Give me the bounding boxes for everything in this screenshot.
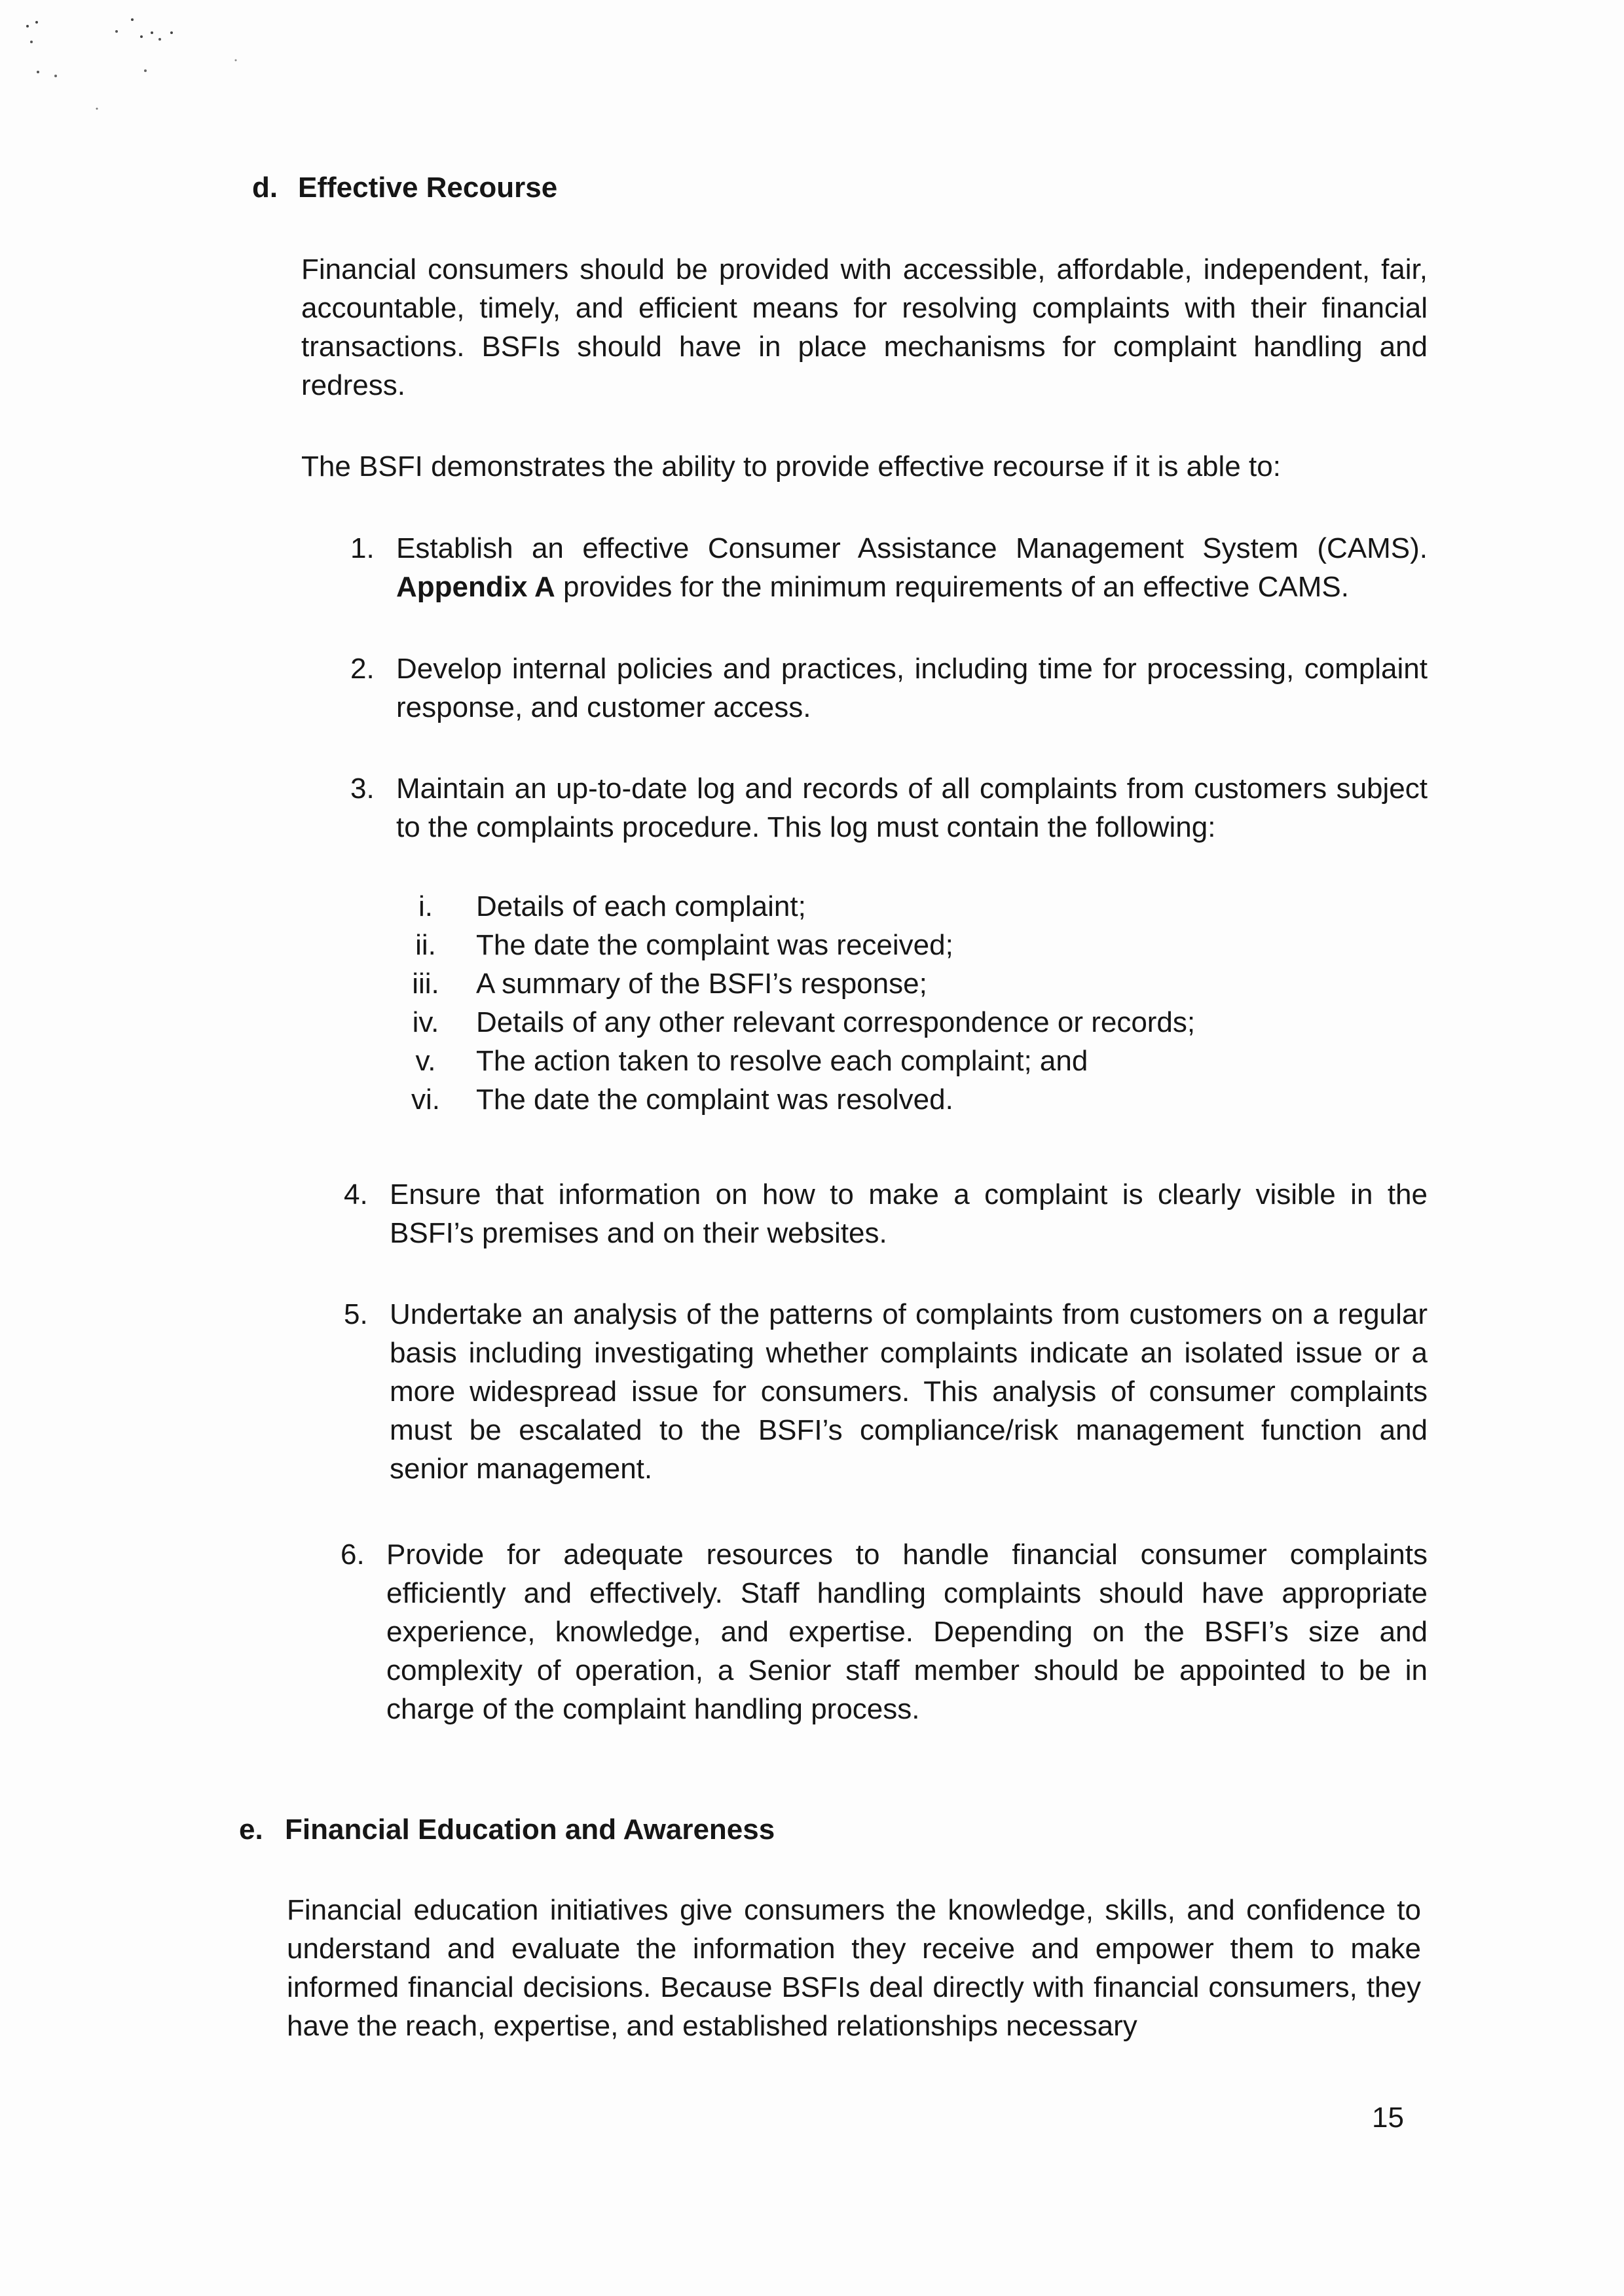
section-e-intro: Financial education initiatives give consumers the knowledge, skills, and confidence to understand and evaluate the information they receive and empower them to make informed financial decisions. Because BSFIs deal directly with financial consumers, they have the reach, expertise, and established relationships necessary <box>287 1894 1421 2042</box>
item-text: Maintain an up-to-date log and records of all complaints from customers subject to the complaints procedure. This log must contain the following: <box>396 773 1428 843</box>
list-item-5 <box>344 1295 1428 1488</box>
sub-item-text: The action taken to resolve each complaint; and <box>476 1045 1088 1077</box>
list-item-6 <box>341 1535 1428 1728</box>
item-text: Provide for adequate resources to handle financial consumer complaints efficiently and effectively. Staff handling complaints should have appropriate experience, knowledge, and expertise. Depending on the BSFI’s size and complexity of operation, a Senior staff member should be appointed to be in charge of the complaint handling process. <box>386 1539 1428 1725</box>
section-d-letter: d. <box>252 172 278 204</box>
sub-item-numeral: v. <box>415 1045 436 1077</box>
item-text-after: provides for the minimum requirements of an effective CAMS. <box>555 571 1349 603</box>
section-e-heading <box>239 1813 775 1846</box>
list-number: 5. <box>344 1298 368 1330</box>
sub-item-text: Details of each complaint; <box>476 890 806 922</box>
section-d-intro: Financial consumers should be provided with accessible, affordable, independent, fair, accountable, timely, and efficient means for resolving complaints with their financial transactions. BSFIs should have in place mechanisms for complaint handling and redress. <box>301 253 1428 401</box>
sub-item-text: Details of any other relevant correspondence or records; <box>476 1006 1196 1038</box>
section-d-heading <box>252 172 557 204</box>
list-item-4 <box>344 1175 1428 1252</box>
item-text: Undertake an analysis of the patterns of complaints from customers on a regular basis including investigating whether complaints indicate an isolated issue or a more widespread issue for consumers. This analysis of consumer complaints must be escalated to the BSFI’s compliance/risk management function and senior management. <box>390 1298 1428 1485</box>
sub-item-numeral: ii. <box>415 929 436 961</box>
sub-item-numeral: iv. <box>412 1006 439 1038</box>
list-item-3 <box>350 769 1428 847</box>
sub-item-text: The date the complaint was resolved. <box>476 1084 953 1116</box>
section-d-lead-in: The BSFI demonstrates the ability to provide effective recourse if it is able to: <box>301 450 1281 483</box>
item-text: Develop internal policies and practices, including time for processing, complaint response, and customer access. <box>396 653 1428 723</box>
sub-item-text: The date the complaint was received; <box>476 929 953 961</box>
list-number: 6. <box>341 1539 365 1571</box>
section-d-title: Effective Recourse <box>298 172 558 204</box>
section-e-title: Financial Education and Awareness <box>285 1813 775 1846</box>
list-number: 4. <box>344 1178 368 1211</box>
sub-item-text: A summary of the BSFI’s response; <box>476 968 927 1000</box>
list-number: 1. <box>350 532 375 564</box>
item-text: Establish an effective Consumer Assistance Management System (CAMS). <box>396 532 1428 564</box>
appendix-reference: Appendix A <box>396 571 555 603</box>
list-number: 3. <box>350 773 375 805</box>
scan-specks <box>20 13 242 118</box>
sub-item-numeral: iii. <box>412 968 439 1000</box>
item-text: Ensure that information on how to make a complaint is clearly visible in the BSFI’s premises and on their websites. <box>390 1178 1428 1249</box>
list-item-1 <box>350 529 1428 606</box>
sub-item-numeral: vi. <box>411 1084 440 1116</box>
section-e-letter: e. <box>239 1813 263 1846</box>
page-number: 15 <box>1372 2102 1404 2134</box>
sub-item-numeral: i. <box>418 890 433 922</box>
list-item-2 <box>350 649 1428 727</box>
list-number: 2. <box>350 653 375 685</box>
